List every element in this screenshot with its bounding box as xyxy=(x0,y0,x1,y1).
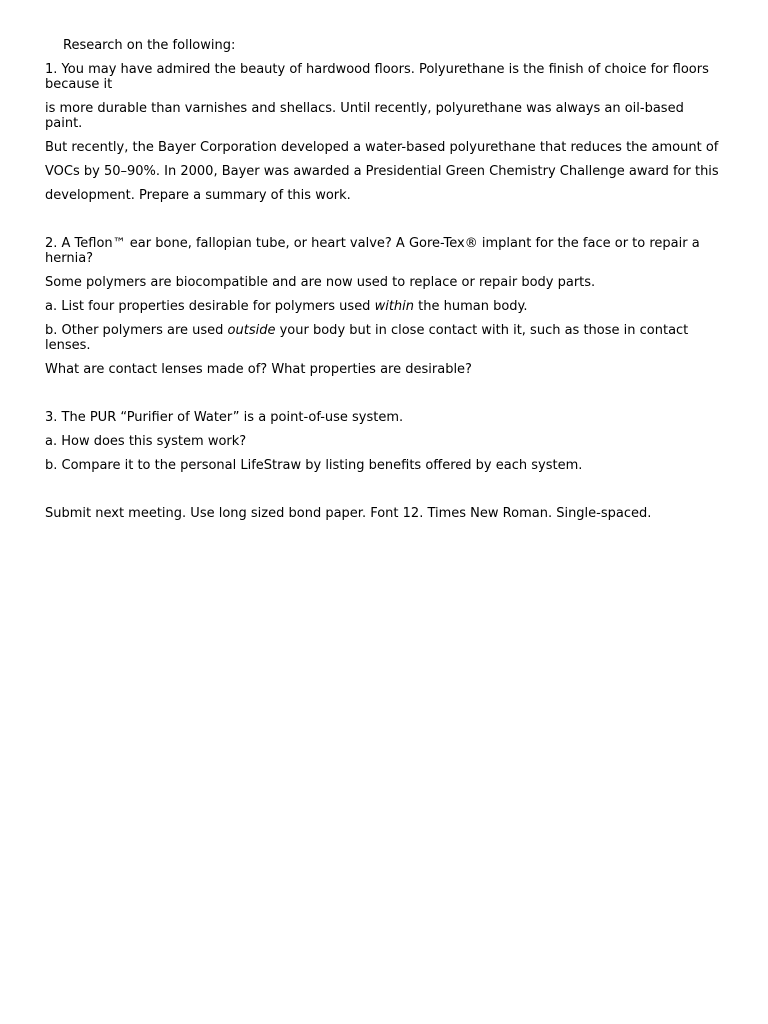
item-2-followup: What are contact lenses made of? What properties are desirable? xyxy=(45,362,472,377)
spacer xyxy=(45,386,725,410)
item-2-part-b-emphasis: outside xyxy=(227,323,276,338)
item-1-line: VOCs by 50–90%. In 2000, Bayer was awarded a Presidential Green Chemistry Challenge award for this xyxy=(45,164,719,179)
item-2-statement: Some polymers are biocompatible and are now used to replace or repair body parts. xyxy=(45,275,596,290)
item-2-part-b xyxy=(45,323,725,353)
item-3 xyxy=(45,410,725,473)
item-3-part-a: a. How does this system work? xyxy=(45,434,247,449)
item-2-question: 2. A Teflon™ ear bone, fallopian tube, or heart valve? A Gore-Tex® implant for the face or to repair a hernia? xyxy=(45,236,700,266)
item-1-line: 1. You may have admired the beauty of hardwood floors. Polyurethane is the finish of choice for floors because it xyxy=(45,62,709,92)
spacer xyxy=(45,212,725,236)
item-1-line: development. Prepare a summary of this work. xyxy=(45,188,351,203)
item-2-part-a-text-end: the human body. xyxy=(414,299,528,314)
spacer xyxy=(45,482,725,506)
item-1-line: is more durable than varnishes and shellacs. Until recently, polyurethane was always an oil-based paint. xyxy=(45,101,684,131)
item-1-line: But recently, the Bayer Corporation developed a water-based polyurethane that reduces the amount of xyxy=(45,140,719,155)
item-2-part-a-emphasis: within xyxy=(374,299,415,314)
item-2 xyxy=(45,236,725,377)
item-2-part-b-text-end: your body but in close contact with it, such as those in contact lenses. xyxy=(45,323,689,353)
item-3-part-b: b. Compare it to the personal LifeStraw by listing benefits offered by each system. xyxy=(45,458,583,473)
item-1 xyxy=(45,62,725,203)
document-page xyxy=(45,38,725,530)
item-2-part-a-text: a. List four properties desirable for polymers used xyxy=(45,299,375,314)
item-2-part-b-text: b. Other polymers are used xyxy=(45,323,228,338)
item-2-part-a xyxy=(45,299,725,314)
submission-instructions: Submit next meeting. Use long sized bond paper. Font 12. Times New Roman. Single-spaced. xyxy=(45,506,652,521)
intro-heading: Research on the following: xyxy=(63,38,236,53)
item-3-statement: 3. The PUR “Purifier of Water” is a point-of-use system. xyxy=(45,410,404,425)
